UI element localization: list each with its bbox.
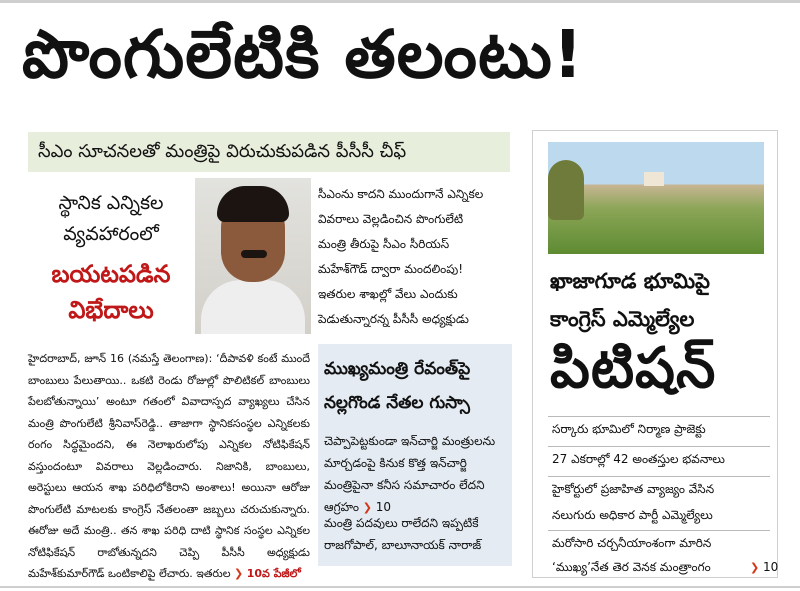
- right-story-headline: [550, 262, 776, 338]
- sidebar-story-para-2: మంత్రి పదవులు రాలేదని ఇప్పటికే రాజగోపాల్, బాలూనాయక్ నారాజ్: [324, 516, 482, 552]
- intro-line: మహేశ్‌గౌడ్‌ ద్వారా మందలింపు!: [318, 262, 464, 276]
- article-body-text: హైదరాబాద్, జూన్ 16 (నమస్తే తెలంగాణ): ‘దీపావళి కంటే ముందే బాంబులు పేలుతాయి.. ఒకటి రెండు రోజుల్లో పొలిటికల్ బాంబులు పేలబోతున్నాయి’ అంటూ గతంలో వివాదాస్పద వ్యాఖ్యలు చేసిన మంత్రి పొంగులేటి శ్రీనివాస్‌రెడ్డి.. తాజాగా స్థానికసంస్థల ఎన్నికలకు రంగం సిద్ధమైందని, ఈ నెలాఖరులోపు ఎన్నికల నోటిఫికేషన్ వస్తుందంటూ వివరాలు వెల్లడించారు. నిజానికి, బాంబులు, అరెస్టులు ఆయన శాఖ పరిధిలోకిరాని అంశాలు! అయినా ఆరోజు పొంగులేటి మాటలకు కాంగ్రెస్ నేతలంతా జబ్బలు చరుచుకున్నారు. ఈరోజు అదే మంత్రి.. తన శాఖ పరిధి దాటి స్థానిక సంస్థల ఎన్నికల నోటిఫికేషన్ రాబోతున్నదని చెప్పి పీసీసీ అధ్యక్షుడు మహేశ్‌కుమార్‌గౌడ్ ఒంటికాలిపై లేచారు. ఇతరుల: [28, 352, 310, 580]
- continue-arrow-icon: ❯: [234, 567, 244, 580]
- sidebar-headline-line-2: నల్లగొండ నేతల గుస్సా: [324, 393, 470, 413]
- sidebar-para-1-text: చెప్పాపెట్టకుండా ఇన్‌చార్జి మంత్రులను మార్చడంపై కినుక కొత్త ఇన్‌చార్జి మంత్రిపైనా కనీస సమాచారం లేదని ఆగ్రహం: [324, 434, 496, 514]
- subhead-line-2: వ్యవహారంలో: [63, 223, 159, 245]
- intro-line: ఇతరుల శాఖల్లో వేలు ఎందుకు: [318, 287, 458, 301]
- right-point-line: మరోసారి చర్చనీయాంశంగా మారిన: [552, 536, 712, 550]
- article-body: [28, 348, 310, 585]
- subhead-red: [26, 256, 196, 328]
- right-point-line: ‘ముఖ్య’నేత తెర వెనక మంత్రాంగం: [552, 560, 711, 574]
- sidebar-headline-line-1: ముఖ్యమంత్రి రేవంత్‌పై: [324, 359, 471, 379]
- sidebar-story-para-1: [324, 430, 510, 519]
- intro-line: సీఎంను కాదని ముందుగానే ఎన్నికల: [318, 187, 484, 201]
- right-point-line: సర్కారు భూమిలో నిర్మాణ ప్రాజెక్టు: [552, 422, 706, 436]
- right-headline-line-1: ఖాజాగూడ భూమిపై: [550, 269, 710, 293]
- right-point-line: హైకోర్టులో ప్రజాహిత వ్యాజ్యం వేసిన: [552, 482, 715, 496]
- right-point-line: 27 ఎకరాల్లో 42 అంతస్తుల భవనాలు: [552, 452, 725, 466]
- right-story-big-word: పిటిషన్: [550, 336, 717, 401]
- right-page-ref[interactable]: 10: [763, 560, 779, 574]
- intro-bullets: [318, 182, 518, 332]
- intro-line: వివరాలు వెల్లడించిన పొంగులేటి: [318, 212, 464, 226]
- sidebar-page-ref[interactable]: 10: [375, 500, 392, 514]
- subhead-line-3: బయటపడిన: [51, 260, 171, 288]
- continued-page-link[interactable]: 10వ పేజీలో: [246, 567, 301, 580]
- intro-line: పెడుతున్నారన్న పీసీసీ అధ్యక్షుడు: [318, 312, 469, 326]
- minister-photo: [195, 178, 311, 334]
- right-point-line: నలుగురు అధికార పార్టీ ఎమ్మెల్యేలు: [552, 508, 713, 522]
- right-page-ref-wrap: [750, 560, 778, 574]
- subhead-line-4: విభేదాలు: [68, 296, 154, 324]
- kicker: సీఎం సూచనలతో మంత్రిపై విరుచుకుపడిన పీసీసీ చీఫ్: [28, 132, 510, 172]
- subhead-black: [26, 188, 196, 250]
- sidebar-story-headline: [324, 352, 510, 420]
- land-photo: [548, 142, 764, 254]
- continue-arrow-icon: ❯: [362, 501, 372, 514]
- continue-arrow-icon: ❯: [750, 561, 760, 574]
- right-headline-line-2: కాంగ్రెస్ ఎమ్మెల్యేల: [550, 307, 695, 331]
- subhead-line-1: స్థానిక ఎన్నికల: [58, 192, 164, 214]
- page-bottom-rule: [0, 586, 800, 588]
- main-headline: పొంగులేటికి తలంటు!: [22, 16, 584, 93]
- intro-line: మంత్రి తీరుపై సీఎం సీరియస్: [318, 237, 450, 251]
